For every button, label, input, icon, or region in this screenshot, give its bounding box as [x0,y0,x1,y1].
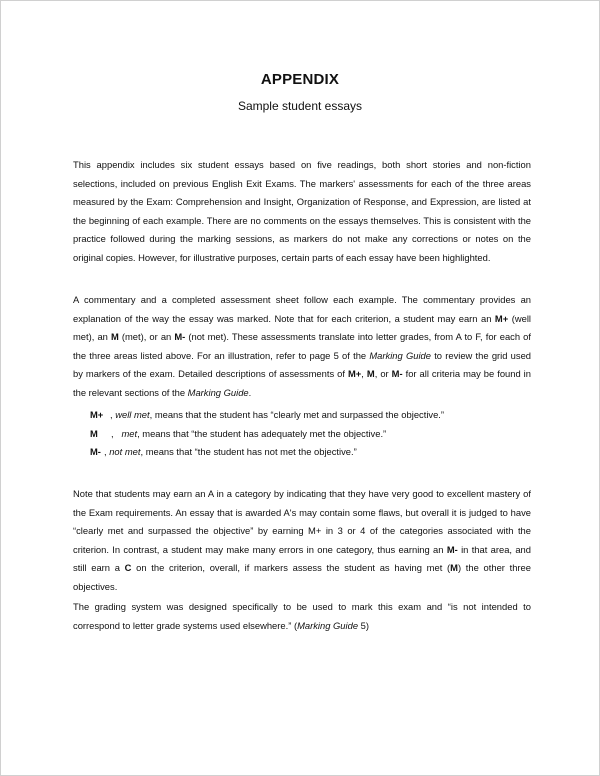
definition-sep: , [104,446,107,458]
paragraph-grading-note [73,485,531,597]
definition-mplus [90,406,444,425]
paragraph-grading-system [73,598,531,635]
text-run: for all criteria may be found in the relevant sections of the [73,368,531,398]
definition-term: M+ [90,409,104,420]
marking-guide-ref: Marking Guide [369,349,431,361]
definition-term: M [90,427,98,439]
definition-m [90,425,444,444]
marking-guide-ref: Marking Guide [297,619,359,631]
paragraph-intro-text: This appendix includes six student essays based on five readings, both short stories and non-fiction selections, included on previous English Exit Exams. The markers' assessments for each of the three areas measured by the Exam: Comprehension and Insight, Organization of Response, and Expression, are listed at the beginning of each example. There are no comments on the essays themselves. This is consistent with the practice followed during the marking sessions, as markers do not make any corrections or notes on the original copies. However, for illustrative purposes, certain parts of each essay have been highlighted. [73,159,531,263]
text-run: ) the other three objectives. [73,562,531,592]
definition-label: not met [109,446,141,458]
text-run: , [361,368,367,380]
grade-c: C [124,562,132,574]
definition-desc: , means that the student has “clearly met and surpassed the objective.” [149,409,445,420]
grade-definitions [90,406,444,462]
definition-sep: , [110,409,113,420]
grade-m: M [110,331,119,343]
definition-desc: , means that “the student has not met the objective.” [140,446,357,458]
text-run: on the criterion, overall, if markers assess the student as having met ( [131,562,451,574]
definition-label: met [121,427,138,439]
grade-mplus: M+ [494,312,509,324]
paragraph-intro [73,156,531,268]
paragraph-commentary [73,291,531,403]
grade-mplus: M+ [347,368,362,380]
text-run: A commentary and a completed assessment sheet follow each example. The commentary provides an explanation of the way the essay was marked. Note that for each criterion, a student may earn an [73,294,531,324]
grade-mminus: M- [174,331,186,343]
text-run: (met), or an [118,331,175,343]
definition-term: M- [90,446,101,458]
definition-label: well met [115,409,150,420]
grade-m: M [450,562,458,574]
grade-mminus: M- [391,368,403,380]
text-run: . [248,386,252,398]
text-run: Note that students may earn an A in a category by indicating that they have very good to excellent mastery of the Exam requirements. An essay that is awarded A's may contain some flaws, but overall it is judged to have “clearly met and surpassed the objective” by earning M+ in 3 or 4 of the categories associated with the criterion. In contrast, a student may make many errors in one category, thus earning an [73,488,531,555]
grade-m: M [366,368,375,380]
definition-sep: , [111,427,114,439]
grade-mminus: M- [446,543,458,555]
page-subtitle: Sample student essays [237,99,363,113]
text-run: , or [374,368,392,380]
definition-desc: , means that “the student has adequately met the objective.” [137,427,387,439]
text-run: The grading system was designed specifically to be used to mark this exam and “is not intended to correspond to letter grade systems used elsewhere.” ( [73,601,531,631]
text-run: 5) [358,619,369,631]
text-run: (well met), an [73,312,531,343]
text-run: in that area, and still earn a [73,543,531,574]
page-title: APPENDIX [260,71,340,88]
marking-guide-ref: Marking Guide [187,386,249,398]
text-run: to review the grid used by markers of the exam. Detailed descriptions of assessments of [73,349,532,380]
text-run: (not met). These assessments translate into letter grades, from A to F, for each of the three areas listed above. For an illustration, refer to page 5 of the [73,331,531,361]
definition-mminus [90,443,444,462]
